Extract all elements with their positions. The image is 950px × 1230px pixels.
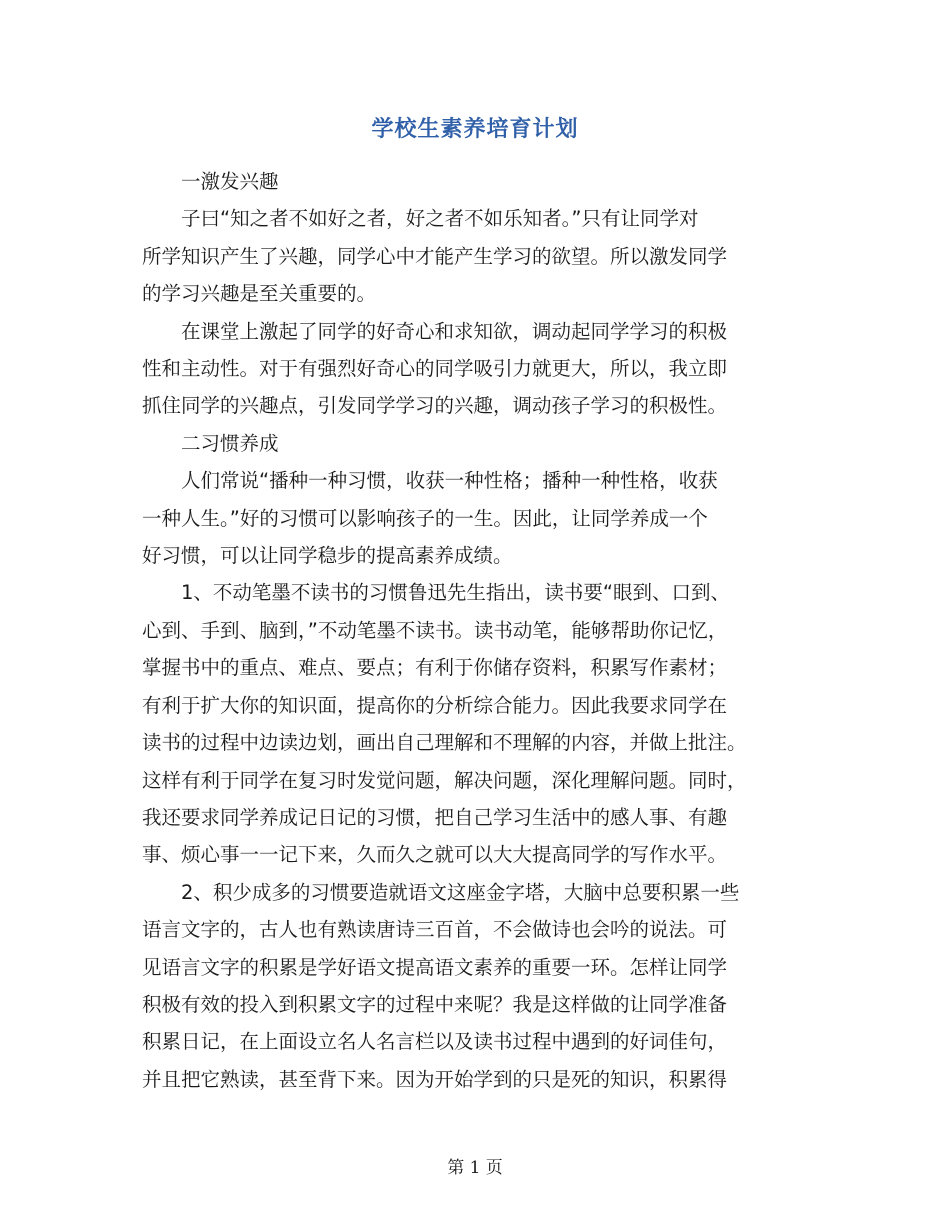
page-number: 第 1 页 (447, 1158, 503, 1178)
paragraph-curiosity: 在课堂上激起了同学的好奇心和求知欲，调动起同学学习的积极 性和主动性。对于有强烈好奇心的同学吸引力就更大，所以，我立即 抓住同学的兴趣点，引发同学学习的兴趣，调动孩子学习的积极性。 (142, 319, 728, 418)
section-heading-1: 一激发兴趣 (181, 170, 279, 193)
paragraph-interest-quote: 子曰“知之者不如好之者，好之者不如乐知者。”只有让同学对 所学知识产生了兴趣，同学心中才能产生学习的欲望。所以激发同学 的学习兴趣是至关重要的。 (142, 207, 728, 306)
document-title: 学校生素养培育计划 (371, 116, 579, 142)
paragraph-habit-quote: 人们常说“播种一种习惯，收获一种性格；播种一种性格，收获 一种人生。”好的习惯可以影响孩子的一生。因此，让同学养成一个 好习惯，可以让同学稳步的提高素养成绩。 (142, 469, 718, 568)
paragraph-reading-habit: 1、不动笔墨不读书的习惯鲁迅先生指出，读书要“眼到、口到、 心到、手到、脑到，”不动笔墨不读书。读书动笔，能够帮助你记忆， 掌握书中的重点、难点、要点；有利于你储存资料，积累写作素材； 有利于扩大你的知识面，提高你的分析综合能力。因此我要求同学在 读书的过程中边读边划，画出自己理解和不理解的内容，并做上批注。 这样有利于同学在复习时发觉问题，解决问题，深化理解问题。同时， 我还要求同学养成记日记的习惯，把自己学习生活中的感人事、有趣 事、烦心事一一记下来，久而久之就可以大大提高同学的写作水平。 (142, 581, 747, 867)
document-body (142, 163, 812, 1098)
section-heading-2: 二习惯养成 (181, 431, 279, 455)
paragraph-accumulation-habit: 2、积少成多的习惯要造就语文这座金字塔，大脑中总要积累一些 语言文字的，古人也有熟读唐诗三百首，不会做诗也会吟的说法。可 见语言文字的积累是学好语文提高语文素养的重要一环。怎样让同学 积极有效的投入到积累文字的过程中来呢？我是这样做的让同学准备 积累日记，在上面设立名人名言栏以及读书过程中遇到的好词佳句， 并且把它熟读，甚至背下来。因为开始学到的只是死的知识，积累得 (142, 880, 740, 1091)
